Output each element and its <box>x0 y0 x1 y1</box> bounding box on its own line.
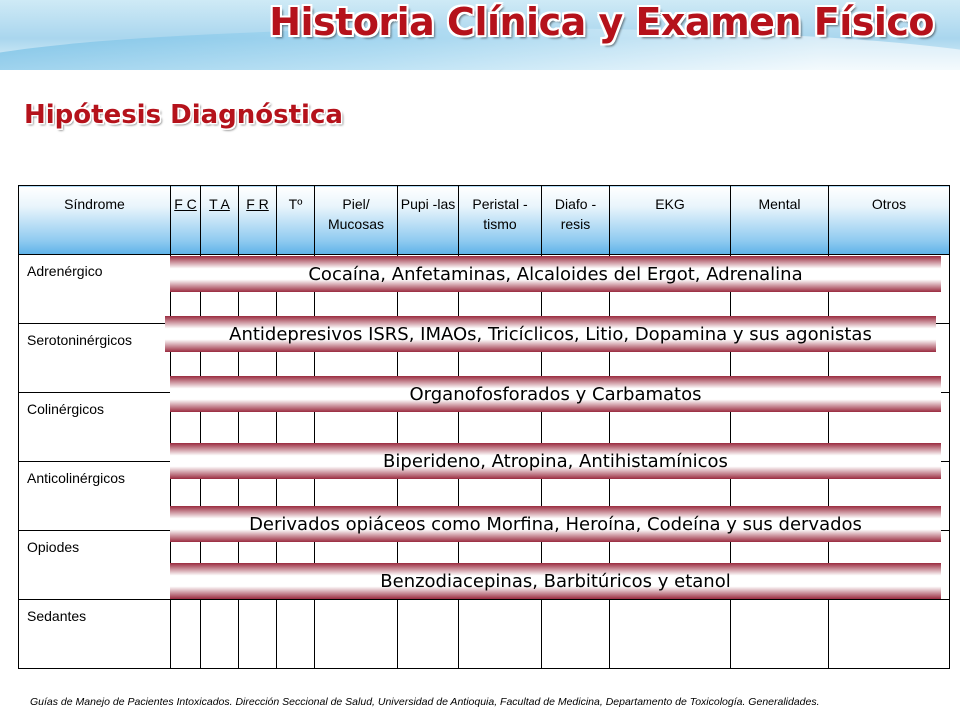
header-pupilas: Pupi -las <box>398 186 459 255</box>
header-ta-label: T A <box>209 196 230 212</box>
header-fr-label: F R <box>246 196 269 212</box>
overlay-opiodes: Derivados opiáceos como Morfina, Heroína, Codeína y sus dervados <box>170 506 941 542</box>
row-name: Opiodes <box>19 531 171 600</box>
header-sindrome: Síndrome <box>19 186 171 255</box>
page-title: Historia Clínica y Examen Físico <box>269 0 934 44</box>
row-name: Sedantes <box>19 600 171 669</box>
header-otros: Otros <box>829 186 950 255</box>
header-fc-label: F C <box>174 196 197 212</box>
source-footnote: Guías de Manejo de Pacientes Intoxicados. Dirección Seccional de Salud, Universidad de Antioquia, Facultad de Medicina, Departamento de Toxicología. Generalidades. <box>30 696 820 708</box>
header-fc <box>171 186 201 255</box>
table-row <box>19 600 950 669</box>
table-header-row <box>19 186 950 255</box>
header-piel: Piel/ Mucosas <box>315 186 398 255</box>
overlay-adrenergico: Cocaína, Anfetaminas, Alcaloides del Ergot, Adrenalina <box>170 256 941 292</box>
header-ekg: EKG <box>610 186 731 255</box>
overlay-anticolinergicos: Biperideno, Atropina, Antihistamínicos <box>170 443 941 479</box>
header-fr <box>239 186 277 255</box>
header-mental: Mental <box>731 186 829 255</box>
overlay-sedantes: Benzodiacepinas, Barbitúricos y etanol <box>170 563 941 599</box>
row-name: Adrenérgico <box>19 255 171 324</box>
overlay-colinergicos: Organofosforados y Carbamatos <box>170 376 941 412</box>
header-diaforesis: Diafo -resis <box>542 186 610 255</box>
header-temp: Tº <box>277 186 315 255</box>
section-subtitle: Hipótesis Diagnóstica <box>24 100 343 130</box>
row-name: Anticolinérgicos <box>19 462 171 531</box>
row-name: Serotoninérgicos <box>19 324 171 393</box>
overlay-serotoninergicos: Antidepresivos ISRS, IMAOs, Tricíclicos, Litio, Dopamina y sus agonistas <box>165 316 936 352</box>
row-name: Colinérgicos <box>19 393 171 462</box>
header-peristaltismo: Peristal -tismo <box>459 186 542 255</box>
header-ta <box>201 186 239 255</box>
